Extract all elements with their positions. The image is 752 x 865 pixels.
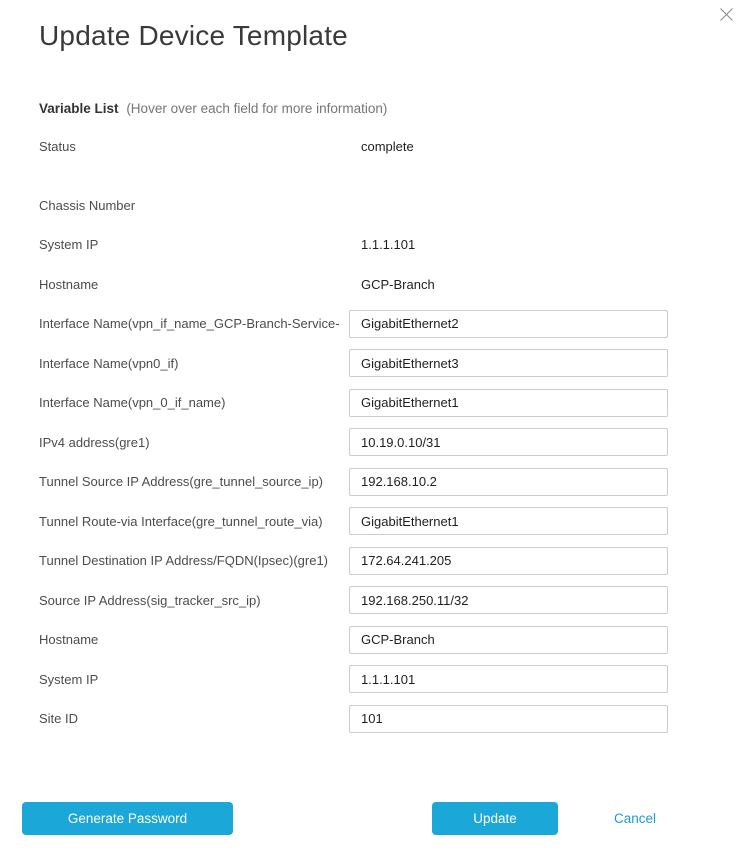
table-row-chassis-number	[0, 186, 752, 226]
variable-value: 1.1.1.101	[361, 237, 416, 253]
table-row-system-ip-static	[0, 225, 752, 265]
variable-value: complete	[361, 139, 414, 155]
variable-list-label: Variable List	[39, 101, 119, 116]
table-row-tunnel-destination-ip	[0, 541, 752, 581]
variable-label: System IP	[39, 237, 99, 253]
page-title: Update Device Template	[39, 20, 348, 51]
update-button[interactable]: Update	[432, 802, 558, 835]
variable-list-heading	[39, 101, 387, 116]
variable-label: Tunnel Route-via Interface(gre_tunnel_route_via)	[39, 513, 323, 529]
site-id-input[interactable]	[349, 705, 668, 733]
interface-name-service-input[interactable]	[349, 310, 668, 338]
cancel-button[interactable]: Cancel	[614, 811, 657, 826]
table-row-site-id	[0, 699, 752, 739]
variable-label: Chassis Number	[39, 197, 136, 213]
table-row-tunnel-source-ip	[0, 462, 752, 502]
table-row-interface-name-vpn-0-if-name	[0, 383, 752, 423]
variable-label: Interface Name(vpn_if_name_GCP-Branch-Service-	[39, 316, 340, 332]
table-row-source-ip-tracker	[0, 581, 752, 621]
source-ip-tracker-input[interactable]	[349, 586, 668, 614]
table-row-status	[0, 127, 752, 167]
variable-value: GCP-Branch	[361, 276, 435, 292]
interface-name-vpn0-if-input[interactable]	[349, 349, 668, 377]
variable-label: System IP	[39, 671, 99, 687]
tunnel-source-ip-input[interactable]	[349, 468, 668, 496]
table-row-ipv4-address-gre1	[0, 423, 752, 463]
tunnel-destination-ip-input[interactable]	[349, 547, 668, 575]
variable-label: Status	[39, 139, 76, 155]
interface-name-vpn-0-if-name-input[interactable]	[349, 389, 668, 417]
system-ip-input[interactable]	[349, 665, 668, 693]
dialog-footer	[22, 802, 656, 835]
variable-label: Source IP Address(sig_tracker_src_ip)	[39, 592, 261, 608]
variable-label: Tunnel Source IP Address(gre_tunnel_source_ip)	[39, 474, 324, 490]
variable-label: Tunnel Destination IP Address/FQDN(Ipsec)(gre1)	[39, 553, 329, 569]
variable-rows	[0, 127, 752, 739]
generate-password-button[interactable]: Generate Password	[22, 802, 233, 835]
table-row-tunnel-route-via	[0, 502, 752, 542]
table-row-hostname	[0, 620, 752, 660]
table-row-interface-name-vpn0-if	[0, 344, 752, 384]
variable-label: IPv4 address(gre1)	[39, 434, 150, 450]
hostname-input[interactable]	[349, 626, 668, 654]
table-row-system-ip	[0, 660, 752, 700]
variable-label: Interface Name(vpn_0_if_name)	[39, 395, 226, 411]
close-icon[interactable]	[718, 6, 734, 22]
variable-label: Hostname	[39, 632, 99, 648]
table-row-hostname-static	[0, 265, 752, 305]
tunnel-route-via-input[interactable]	[349, 507, 668, 535]
variable-list-hint: (Hover over each field for more information)	[126, 101, 388, 116]
variable-label: Interface Name(vpn0_if)	[39, 355, 179, 371]
ipv4-address-gre1-input[interactable]	[349, 428, 668, 456]
variable-label: Site ID	[39, 711, 79, 727]
table-row-interface-name-service	[0, 304, 752, 344]
variable-label: Hostname	[39, 276, 99, 292]
